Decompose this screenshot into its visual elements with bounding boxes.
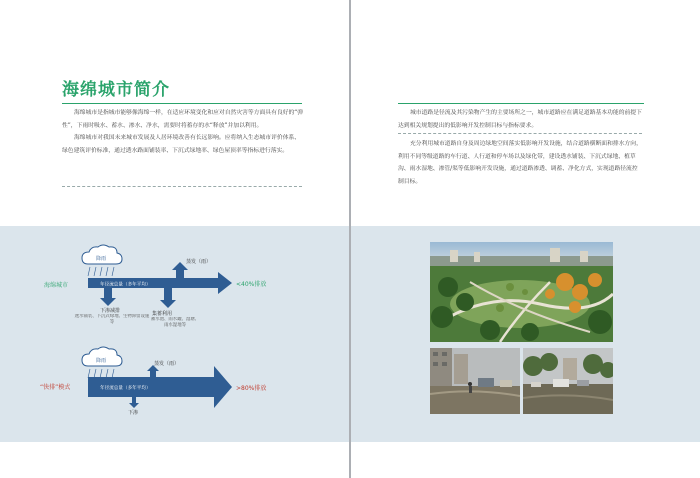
right-top-rule [398,103,644,104]
top-discharge-label: <40%排放 [236,281,267,288]
cloud-label: 降雨 [96,358,107,364]
infiltration-title: 下渗减排 [100,308,121,314]
infiltration-arrow [100,288,116,306]
title-rule [62,103,302,104]
rain-cloud-icon [82,245,122,276]
left-bottom-rule [62,186,302,187]
flooded-street-photo-2 [523,348,613,414]
fast-drain-label: “快排”模式 [40,384,71,391]
rain-cloud-icon [82,347,122,378]
left-paragraph-1: 海绵城市是指城市能够像海绵一样，在适应环境变化和应对自然灾害等方面具有良好的“弹性”，下雨时吸水、蓄水、渗水、净水，需要时将蓄存的水“释放”并加以利用。 [62,110,304,129]
flooded-street-photo-1 [430,348,520,414]
sponge-city-label: 海绵城市 [44,282,69,289]
storage-desc: 蓄水池、雨水罐、湿塘、雨水湿地等 [150,317,200,328]
sponge-city-diagram [44,245,266,337]
right-text-block [398,107,642,189]
evaporation-label: 蒸发（雨） [186,259,212,265]
runoff-label: 年径流总量（多年平均） [100,282,151,288]
left-paragraph-2: 海绵城市对我国未来城市发展及人居环境改善有长远影响。应将纳入生态城市评价体系、绿色建筑评价标准，通过透水路面铺装率、下沉式绿地率、绿色屋顶率等指标进行落实。 [62,135,301,154]
runoff-label: 年径流总量（多年平均） [100,386,151,391]
storage-title: 集蓄利用 [152,311,173,317]
storage-arrow [160,288,176,308]
park-aerial-photo [430,242,613,342]
left-text-block [62,107,304,157]
evaporation-label: 蒸发（雨） [154,361,180,367]
page-title: 海绵城市简介 [62,80,170,100]
book-spine [349,0,351,478]
right-mid-rule [398,133,642,134]
infiltration-label: 下渗 [128,410,139,416]
right-paragraph-1: 城市道路是径流及其污染物产生的主要场所之一，城市道路应在满足道路基本功能的前提下达到相关规划提出的低影响开发控制目标与指标要求。 [398,110,642,129]
water-cycle-diagrams [0,226,349,442]
infiltration-arrow [129,397,139,408]
fast-drain-diagram [40,347,266,416]
bottom-discharge-label: >80%排放 [236,385,267,392]
right-paragraph-2: 充分利用城市道路自身及周边绿地空间落实低影响开发设施，结合道路横断面和排水方向，利用不同等级道路的车行道、人行道和停车场以及绿化带，建设透水铺装、下沉式绿地、植草沟、雨水湿地、渗管/渠等低影响开发设施，通过道路渗透、调蓄、净化方式，实现道路径流控制目标。 [398,141,642,185]
cloud-label: 降雨 [96,256,107,262]
infiltration-desc: 透水铺装、下沉式绿地、生物滞留设施等 [74,314,150,325]
